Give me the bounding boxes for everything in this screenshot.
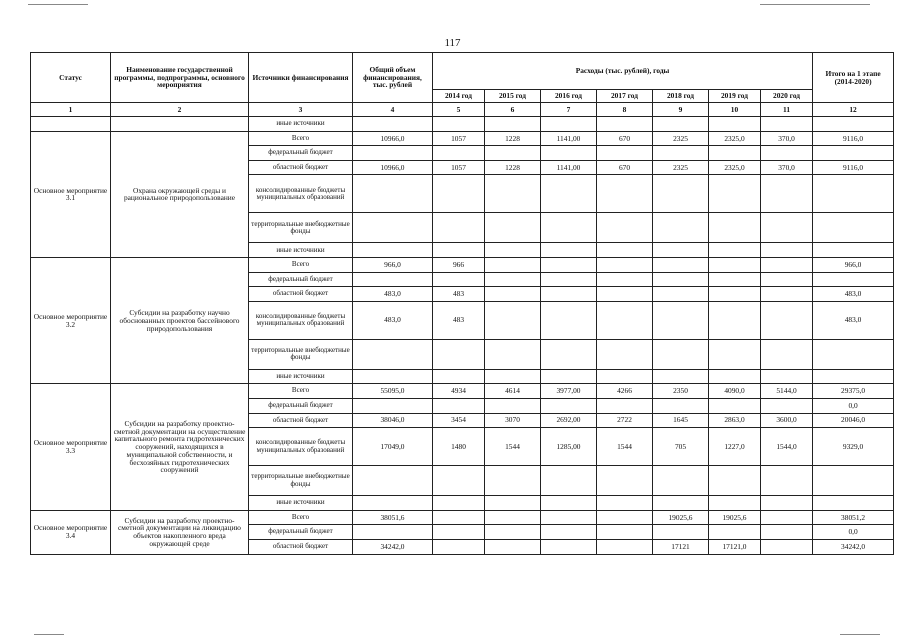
- value-cell-y2018: [653, 301, 709, 339]
- value-cell-y2014: [433, 466, 485, 496]
- value-cell-y2014: [433, 510, 485, 525]
- value-cell-y2018: 17121: [653, 539, 709, 554]
- value-cell-y2015: 3070: [485, 413, 541, 428]
- column-number: 1: [31, 103, 111, 117]
- value-cell-y2017: [597, 175, 653, 213]
- value-cell-y2019: 2325,0: [709, 160, 761, 175]
- value-cell-total: [353, 339, 433, 369]
- value-cell-y2014: [433, 243, 485, 258]
- value-cell-y2015: [485, 369, 541, 384]
- column-number: 10: [709, 103, 761, 117]
- value-cell-total: [353, 243, 433, 258]
- scan-mark-bottom-left: [34, 634, 64, 635]
- header-total-volume: Общий объем финансирования, тыс. рублей: [353, 53, 433, 103]
- value-cell-y2015: [485, 466, 541, 496]
- value-cell-itogo: [813, 146, 894, 161]
- value-cell-itogo: [813, 175, 894, 213]
- value-cell-y2016: [541, 213, 597, 243]
- value-cell-y2017: 2722: [597, 413, 653, 428]
- page-number: 117: [444, 37, 461, 49]
- value-cell-itogo: 38051,2: [813, 510, 894, 525]
- value-cell-y2019: 2863,0: [709, 413, 761, 428]
- value-cell-y2016: 1141,00: [541, 160, 597, 175]
- value-cell-y2020: [761, 510, 813, 525]
- value-cell-y2018: [653, 272, 709, 287]
- value-cell-y2015: [485, 243, 541, 258]
- value-cell-y2019: [709, 369, 761, 384]
- value-cell-y2014: 1057: [433, 131, 485, 146]
- source-cell: Всего: [249, 257, 353, 272]
- table-row: [31, 257, 894, 272]
- value-cell-y2019: [709, 398, 761, 413]
- empty-cell: [31, 117, 111, 132]
- value-cell-y2018: [653, 466, 709, 496]
- value-cell-y2014: 483: [433, 287, 485, 302]
- value-cell-y2015: [485, 257, 541, 272]
- value-cell-y2019: [709, 525, 761, 540]
- value-cell-total: 483,0: [353, 287, 433, 302]
- value-cell-y2014: 4934: [433, 384, 485, 399]
- header-year: 2016 год: [541, 90, 597, 103]
- value-cell-y2015: [485, 398, 541, 413]
- value-cell-y2020: [761, 175, 813, 213]
- column-number: 3: [249, 103, 353, 117]
- value-cell-y2019: 19025,6: [709, 510, 761, 525]
- value-cell-total: 55095,0: [353, 384, 433, 399]
- value-cell-y2017: 670: [597, 160, 653, 175]
- value-cell-y2014: [433, 339, 485, 369]
- value-cell-y2018: [653, 339, 709, 369]
- value-cell-y2016: 1141,00: [541, 131, 597, 146]
- value-cell-y2018: 2325: [653, 160, 709, 175]
- value-cell-y2020: [761, 466, 813, 496]
- header-year: 2018 год: [653, 90, 709, 103]
- source-cell: территориальные внебюджетные фонды: [249, 466, 353, 496]
- value-cell-y2018: 19025,6: [653, 510, 709, 525]
- scan-mark-top-left: [28, 4, 88, 5]
- value-cell-y2019: 4090,0: [709, 384, 761, 399]
- header-name: Наименование государственной программы, подпрограммы, основного мероприятия: [111, 53, 249, 103]
- value-cell-itogo: [813, 369, 894, 384]
- value-cell-y2014: [433, 398, 485, 413]
- value-cell-y2020: [761, 272, 813, 287]
- value-cell-y2018: 2350: [653, 384, 709, 399]
- value-cell-itogo: 34242,0: [813, 539, 894, 554]
- value-cell-y2016: [541, 175, 597, 213]
- value-cell-y2020: [761, 525, 813, 540]
- value-cell-y2016: [541, 398, 597, 413]
- value-cell-itogo: 0,0: [813, 525, 894, 540]
- value-cell-itogo: [813, 466, 894, 496]
- value-cell-y2016: [541, 243, 597, 258]
- value-cell-y2015: 1544: [485, 428, 541, 466]
- value-cell-y2015: [485, 539, 541, 554]
- financing-table: [30, 52, 894, 555]
- value-cell-itogo: 483,0: [813, 301, 894, 339]
- value-cell-y2018: 2325: [653, 131, 709, 146]
- column-number: 4: [353, 103, 433, 117]
- value-cell-y2016: [541, 510, 597, 525]
- value-cell-y2015: 1228: [485, 131, 541, 146]
- table-row: [31, 384, 894, 399]
- header-year: 2020 год: [761, 90, 813, 103]
- value-cell-y2019: 17121,0: [709, 539, 761, 554]
- value-cell-y2018: [653, 287, 709, 302]
- value-cell-itogo: [813, 213, 894, 243]
- value-cell-y2018: [653, 369, 709, 384]
- source-cell: иные источники: [249, 243, 353, 258]
- value-cell-y2016: [541, 301, 597, 339]
- value-cell-total: 38051,6: [353, 510, 433, 525]
- measure-name-cell: Субсидии на разработку проектно-сметной документации на осуществление капитального ремонта гидротехнических сооружений, находящихся в муниципальной собственности, и бесхозяйных гидротехнических сооружений: [111, 384, 249, 510]
- value-cell-y2020: [761, 496, 813, 511]
- value-cell-y2016: 3977,00: [541, 384, 597, 399]
- source-cell: Всего: [249, 384, 353, 399]
- value-cell-y2017: [597, 496, 653, 511]
- value-cell-y2019: [709, 175, 761, 213]
- value-cell-y2015: [485, 287, 541, 302]
- table-row: [31, 510, 894, 525]
- value-cell-itogo: 9329,0: [813, 428, 894, 466]
- column-number: 8: [597, 103, 653, 117]
- value-cell-y2020: [761, 287, 813, 302]
- value-cell-y2019: [709, 301, 761, 339]
- value-cell-y2016: [541, 525, 597, 540]
- value-cell-y2017: [597, 466, 653, 496]
- value-cell-itogo: 29375,0: [813, 384, 894, 399]
- value-cell-y2017: [597, 287, 653, 302]
- status-cell: Основное мероприятие 3.2: [31, 257, 111, 383]
- value-cell-itogo: 20046,0: [813, 413, 894, 428]
- value-cell-y2017: 670: [597, 131, 653, 146]
- value-cell-total: [353, 496, 433, 511]
- value-cell-total: 10966,0: [353, 131, 433, 146]
- value-cell-total: 483,0: [353, 301, 433, 339]
- value-cell-itogo: [813, 496, 894, 511]
- value-cell-total: [353, 369, 433, 384]
- value-cell-y2014: [433, 213, 485, 243]
- table-row: [31, 131, 894, 146]
- value-cell-y2015: [485, 272, 541, 287]
- value-cell-y2016: 1285,00: [541, 428, 597, 466]
- value-cell-y2015: [485, 525, 541, 540]
- value-cell-y2014: [433, 272, 485, 287]
- value-cell-y2017: [597, 146, 653, 161]
- value-cell-y2019: [709, 287, 761, 302]
- value-cell-total: [353, 525, 433, 540]
- value-cell-y2020: [761, 339, 813, 369]
- value-cell-y2017: [597, 257, 653, 272]
- value-cell-y2015: [485, 146, 541, 161]
- value-cell-y2019: [709, 243, 761, 258]
- source-cell: областной бюджет: [249, 160, 353, 175]
- value-cell-y2019: 1227,0: [709, 428, 761, 466]
- value-cell-itogo: [813, 272, 894, 287]
- header-itogo: Итого на 1 этапе (2014-2020): [813, 53, 894, 103]
- value-cell-y2016: [541, 466, 597, 496]
- header-expenses: Расходы (тыс. рублей), годы: [433, 53, 813, 90]
- value-cell-y2018: [653, 525, 709, 540]
- source-cell: Всего: [249, 131, 353, 146]
- value-cell-y2017: [597, 398, 653, 413]
- value-cell-y2016: [541, 287, 597, 302]
- source-cell: иные источники: [249, 496, 353, 511]
- status-cell: Основное мероприятие 3.1: [31, 131, 111, 257]
- value-cell-total: [353, 272, 433, 287]
- value-cell-total: 34242,0: [353, 539, 433, 554]
- value-cell-itogo: 9116,0: [813, 160, 894, 175]
- value-cell-itogo: 966,0: [813, 257, 894, 272]
- measure-name-cell: Охрана окружающей среды и рациональное природопользование: [111, 131, 249, 257]
- value-cell-y2018: 1645: [653, 413, 709, 428]
- value-cell-y2015: 4614: [485, 384, 541, 399]
- column-number: 11: [761, 103, 813, 117]
- column-number: 5: [433, 103, 485, 117]
- value-cell-y2019: [709, 213, 761, 243]
- value-cell-y2017: 1544: [597, 428, 653, 466]
- header-status: Статус: [31, 53, 111, 103]
- status-cell: Основное мероприятие 3.4: [31, 510, 111, 554]
- source-cell: территориальные внебюджетные фонды: [249, 213, 353, 243]
- value-cell-y2017: [597, 339, 653, 369]
- value-cell-y2018: [653, 398, 709, 413]
- value-cell-y2017: 4266: [597, 384, 653, 399]
- value-cell-y2018: [653, 213, 709, 243]
- value-cell-y2015: [485, 175, 541, 213]
- value-cell-y2020: [761, 539, 813, 554]
- value-cell-total: [353, 213, 433, 243]
- value-cell-y2017: [597, 525, 653, 540]
- value-cell-y2020: [761, 369, 813, 384]
- value-cell-y2019: [709, 257, 761, 272]
- empty-cell: [111, 117, 249, 132]
- value-cell-y2016: [541, 272, 597, 287]
- scan-mark-bottom-right: [840, 634, 880, 635]
- value-cell-y2015: [485, 213, 541, 243]
- value-cell-total: [353, 466, 433, 496]
- value-cell-y2014: 3454: [433, 413, 485, 428]
- value-cell-y2014: [433, 146, 485, 161]
- value-cell-total: [353, 175, 433, 213]
- value-cell-total: 10966,0: [353, 160, 433, 175]
- value-cell-y2014: [433, 175, 485, 213]
- value-cell-y2020: 370,0: [761, 160, 813, 175]
- value-cell-total: 966,0: [353, 257, 433, 272]
- value-cell-y2017: [597, 243, 653, 258]
- value-cell-y2018: [653, 146, 709, 161]
- value-cell-y2014: [433, 496, 485, 511]
- value-cell-itogo: [813, 339, 894, 369]
- source-cell: федеральный бюджет: [249, 398, 353, 413]
- value-cell-y2014: 1480: [433, 428, 485, 466]
- scan-mark-top-right: [760, 4, 870, 5]
- status-cell: Основное мероприятие 3.3: [31, 384, 111, 510]
- source-cell: иные источники: [249, 117, 353, 132]
- value-cell-y2016: 2692,00: [541, 413, 597, 428]
- source-cell: консолидированные бюджеты муниципальных образований: [249, 428, 353, 466]
- value-cell-y2014: [433, 539, 485, 554]
- source-cell: Всего: [249, 510, 353, 525]
- header-year: 2015 год: [485, 90, 541, 103]
- value-cell-y2020: [761, 398, 813, 413]
- value-cell-y2018: 705: [653, 428, 709, 466]
- value-cell-y2017: [597, 301, 653, 339]
- source-cell: областной бюджет: [249, 287, 353, 302]
- value-cell-total: 38046,0: [353, 413, 433, 428]
- column-number: 9: [653, 103, 709, 117]
- value-cell-y2019: [709, 146, 761, 161]
- value-cell-y2020: [761, 213, 813, 243]
- value-cell-y2019: [709, 496, 761, 511]
- source-cell: иные источники: [249, 369, 353, 384]
- value-cell-y2016: [541, 339, 597, 369]
- header-year: 2017 год: [597, 90, 653, 103]
- column-number: 7: [541, 103, 597, 117]
- value-cell-y2018: [653, 496, 709, 511]
- header-year: 2014 год: [433, 90, 485, 103]
- value-cell-y2016: [541, 539, 597, 554]
- value-cell-y2015: [485, 510, 541, 525]
- value-cell-y2014: 483: [433, 301, 485, 339]
- source-cell: областной бюджет: [249, 539, 353, 554]
- value-cell-y2020: [761, 146, 813, 161]
- value-cell-y2020: 3600,0: [761, 413, 813, 428]
- source-cell: консолидированные бюджеты муниципальных образований: [249, 175, 353, 213]
- column-number: 2: [111, 103, 249, 117]
- value-cell-y2017: [597, 272, 653, 287]
- measure-name-cell: Субсидии на разработку проектно-сметной документации на ликвидацию объектов накопленного вреда окружающей среде: [111, 510, 249, 554]
- value-cell-total: 17049,0: [353, 428, 433, 466]
- value-cell-y2018: [653, 257, 709, 272]
- value-cell-total: [353, 398, 433, 413]
- value-cell-y2019: 2325,0: [709, 131, 761, 146]
- column-number: 6: [485, 103, 541, 117]
- value-cell-y2014: 1057: [433, 160, 485, 175]
- value-cell-y2016: [541, 496, 597, 511]
- source-cell: территориальные внебюджетные фонды: [249, 339, 353, 369]
- column-number: 12: [813, 103, 894, 117]
- value-cell-y2017: [597, 213, 653, 243]
- value-cell-y2017: [597, 510, 653, 525]
- source-cell: федеральный бюджет: [249, 146, 353, 161]
- value-cell-y2015: [485, 339, 541, 369]
- value-cell-itogo: [813, 243, 894, 258]
- value-cell-y2020: 5144,0: [761, 384, 813, 399]
- value-cell-y2020: 370,0: [761, 131, 813, 146]
- value-cell-y2019: [709, 272, 761, 287]
- value-cell-y2017: [597, 369, 653, 384]
- value-cell-y2015: [485, 496, 541, 511]
- measure-name-cell: Субсидии на разработку научно обоснованных проектов бассейнового природопользования: [111, 257, 249, 383]
- value-cell-y2015: [485, 301, 541, 339]
- source-cell: консолидированные бюджеты муниципальных образований: [249, 301, 353, 339]
- source-cell: федеральный бюджет: [249, 525, 353, 540]
- value-cell-y2020: [761, 257, 813, 272]
- value-cell-y2019: [709, 339, 761, 369]
- value-cell-y2019: [709, 466, 761, 496]
- value-cell-y2016: [541, 369, 597, 384]
- value-cell-total: [353, 146, 433, 161]
- value-cell-itogo: 0,0: [813, 398, 894, 413]
- value-cell-y2020: 1544,0: [761, 428, 813, 466]
- value-cell-itogo: 483,0: [813, 287, 894, 302]
- source-cell: федеральный бюджет: [249, 272, 353, 287]
- source-cell: областной бюджет: [249, 413, 353, 428]
- value-cell-itogo: 9116,0: [813, 131, 894, 146]
- value-cell-y2018: [653, 243, 709, 258]
- value-cell-y2020: [761, 243, 813, 258]
- header-year: 2019 год: [709, 90, 761, 103]
- header-sources: Источники финансирования: [249, 53, 353, 103]
- value-cell-y2020: [761, 301, 813, 339]
- value-cell-y2016: [541, 257, 597, 272]
- value-cell-y2014: [433, 369, 485, 384]
- value-cell-y2018: [653, 175, 709, 213]
- value-cell-y2014: [433, 525, 485, 540]
- value-cell-y2016: [541, 146, 597, 161]
- value-cell-y2017: [597, 539, 653, 554]
- value-cell-y2015: 1228: [485, 160, 541, 175]
- value-cell-y2014: 966: [433, 257, 485, 272]
